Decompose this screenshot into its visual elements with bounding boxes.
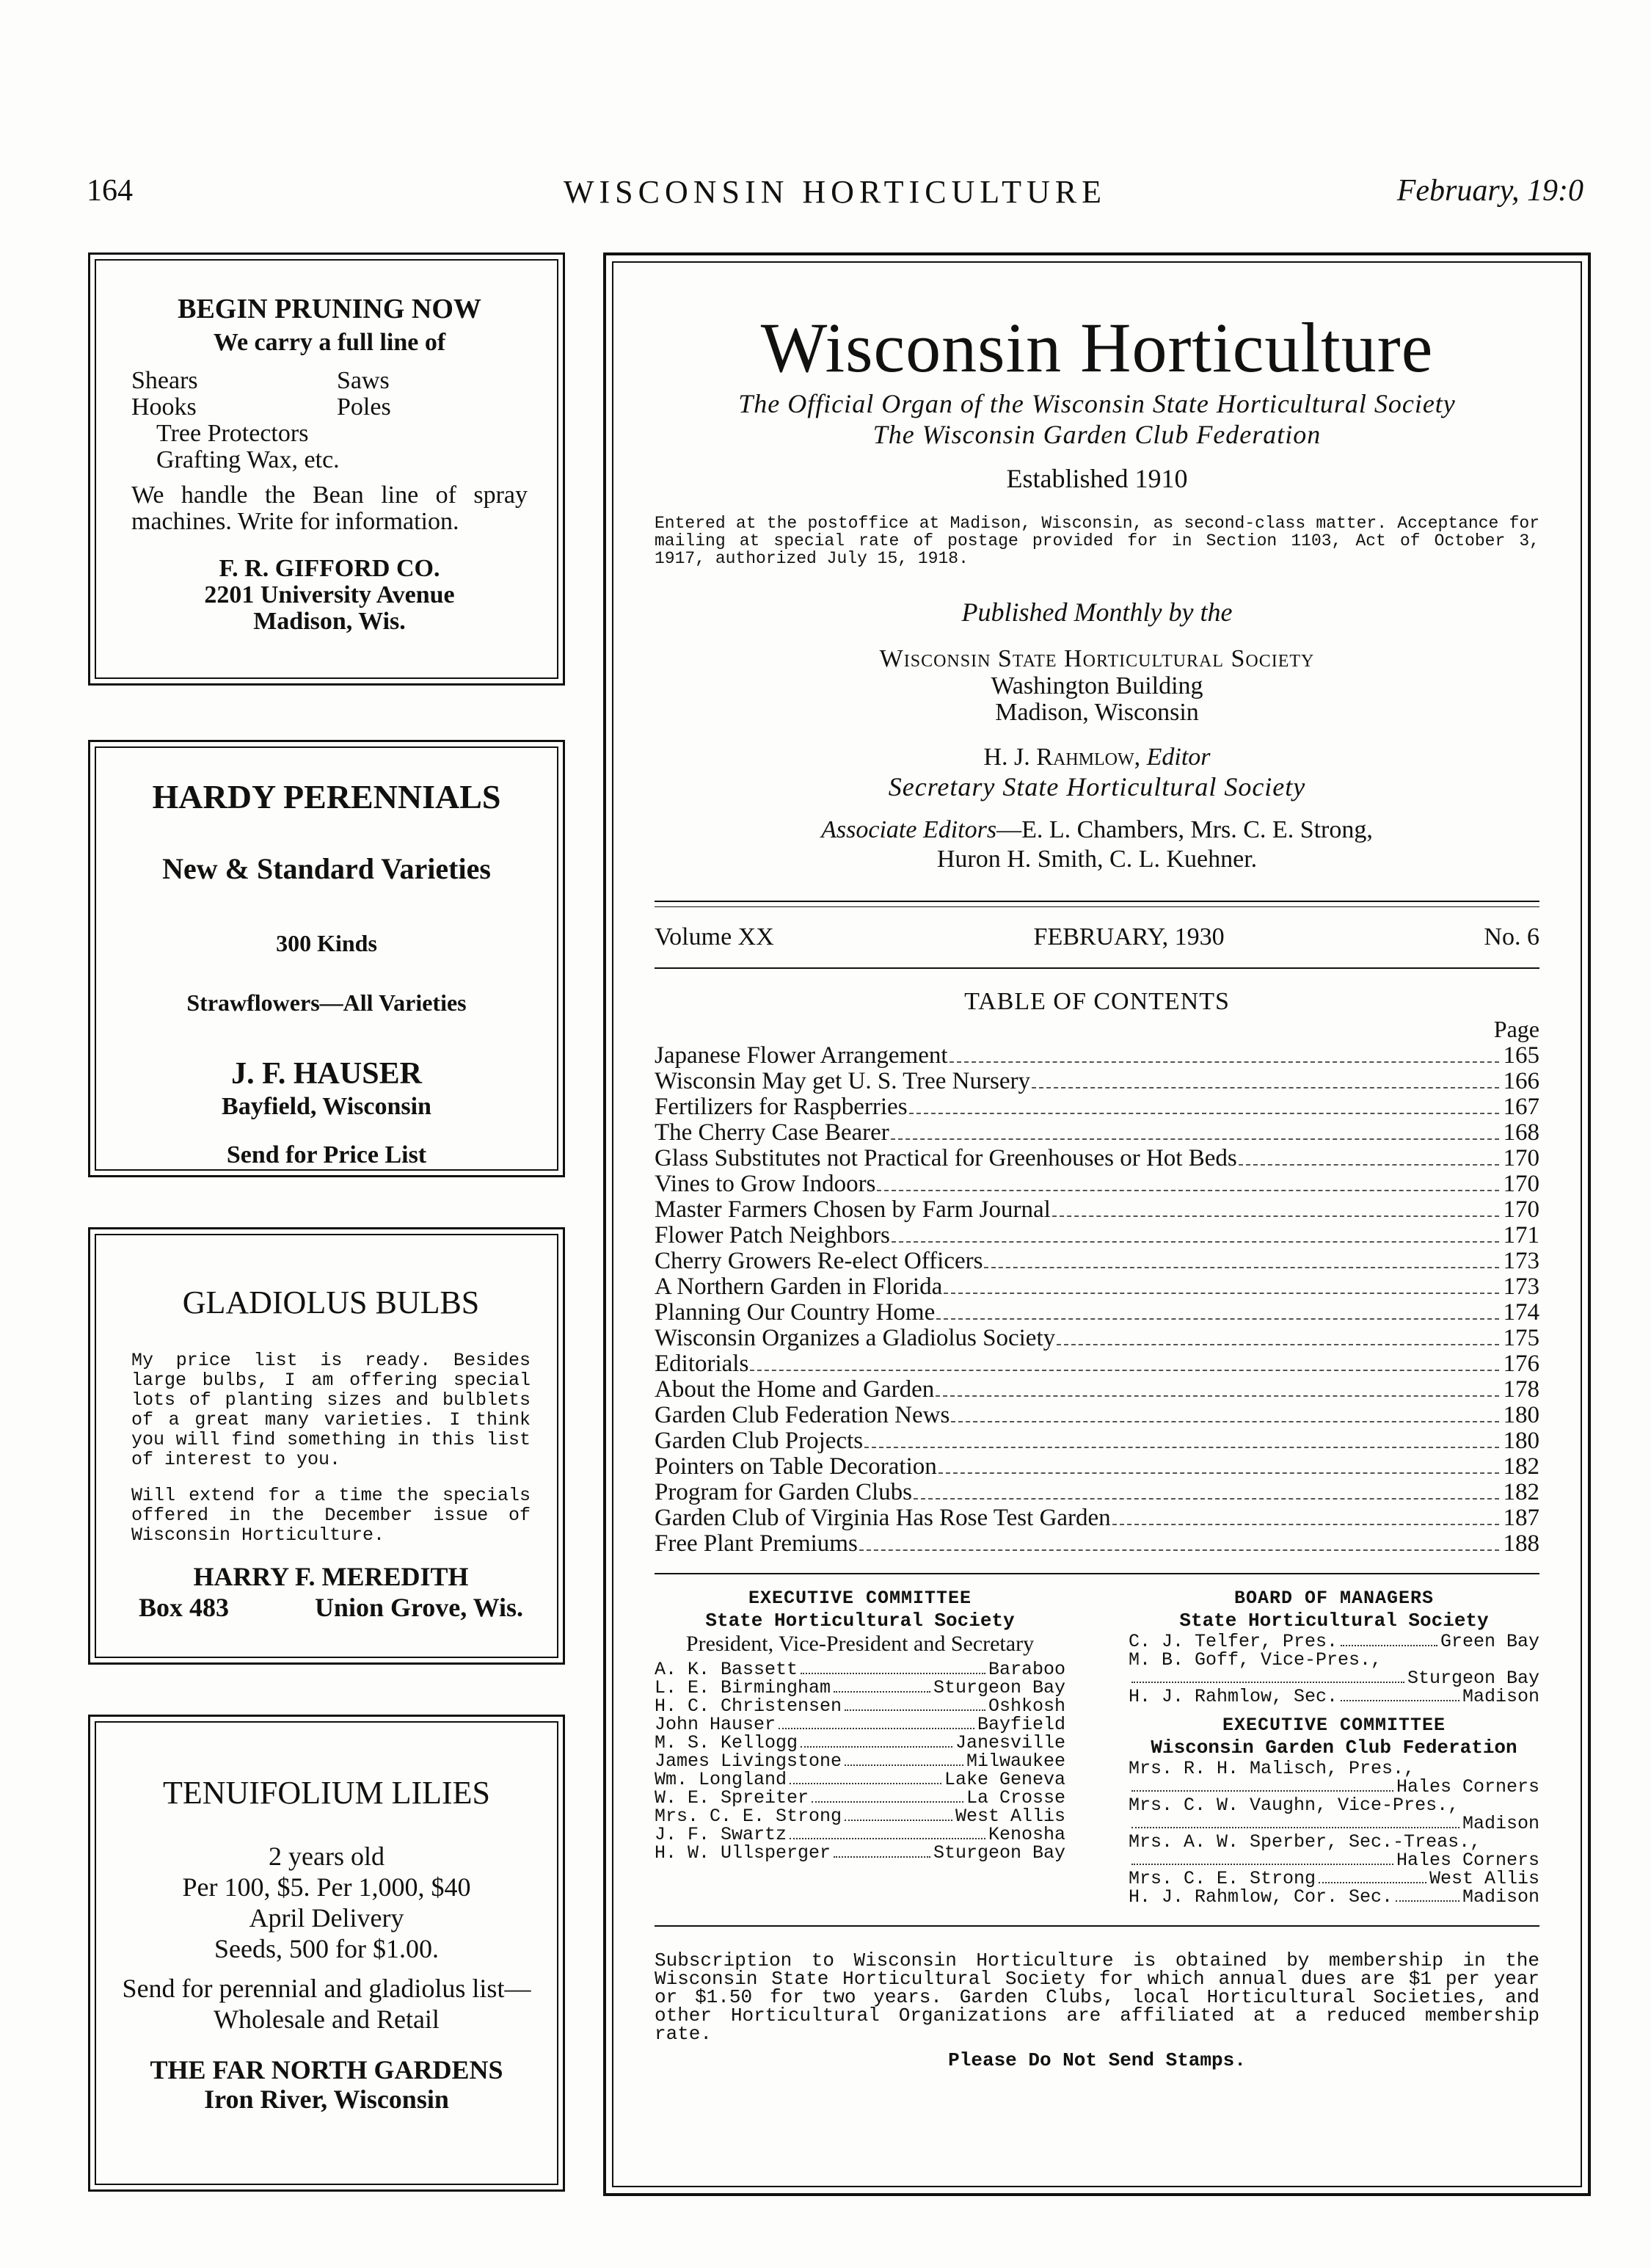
issue-month: FEBRUARY, 1930: [1033, 923, 1225, 951]
member-name: H. W. Ullsperger: [655, 1842, 831, 1864]
member-leader: [1341, 1645, 1437, 1646]
tool-item: Tree Protectors: [156, 420, 309, 447]
toc-entry: [655, 1146, 1539, 1171]
toc-leader: [950, 1061, 1499, 1063]
member-name: A. K. Bassett: [655, 1659, 798, 1680]
toc-entry: [655, 1069, 1539, 1094]
toc-page: 174: [1503, 1299, 1539, 1326]
toc-title: Free Plant Premiums: [655, 1530, 858, 1557]
toc-page: 178: [1503, 1376, 1539, 1403]
member-leader: [1341, 1700, 1459, 1701]
member-name: W. E. Spreiter: [655, 1787, 809, 1809]
ad-name: J. F. HAUSER: [231, 1057, 422, 1091]
member-row: [1129, 1687, 1539, 1706]
issue-number: No. 6: [1484, 923, 1539, 951]
associate-label: Associate Editors: [821, 816, 997, 843]
editor-line: [655, 744, 1539, 771]
federation-committee-heading: EXECUTIVE COMMITTEE: [1222, 1715, 1446, 1736]
member-name: Mrs. C. E. Strong: [655, 1806, 842, 1827]
toc-title: A Northern Garden in Florida: [655, 1273, 943, 1300]
member-place: Oshkosh: [988, 1695, 1065, 1717]
toc-entry: [655, 1171, 1539, 1197]
toc-title: About the Home and Garden: [655, 1376, 935, 1403]
toc-title: Pointers on Table Decoration: [655, 1453, 937, 1480]
member-place: Baraboo: [988, 1659, 1065, 1680]
ad-lilies: [88, 1715, 565, 2192]
member-name: Mrs. C. E. Strong: [1129, 1868, 1316, 1889]
tool-item: Shears: [131, 367, 198, 394]
toc-leader: [944, 1293, 1498, 1294]
toc-page: 167: [1503, 1094, 1539, 1120]
ad-address: 2201 University Avenue: [204, 581, 455, 608]
toc-leader: [750, 1370, 1498, 1371]
toc-leader: [914, 1498, 1498, 1500]
member-name: M. B. Goff, Vice-Pres.,: [1129, 1649, 1382, 1671]
member-leader: [1131, 1827, 1459, 1828]
ad-line: April Delivery: [249, 1903, 404, 1933]
toc-entry: [655, 1274, 1539, 1300]
toc-leader: [909, 1113, 1499, 1114]
toc-entry: [655, 1197, 1539, 1223]
running-header: [87, 173, 1583, 217]
toc-leader: [877, 1190, 1498, 1191]
ad-line: Per 100, $5. Per 1,000, $40: [182, 1872, 471, 1902]
toc-page: 166: [1503, 1068, 1539, 1094]
ad-line: Seeds, 500 for $1.00.: [214, 1934, 439, 1963]
member-leader: [779, 1728, 974, 1729]
toc-page: 173: [1503, 1273, 1539, 1300]
ad-place: Bayfield, Wisconsin: [222, 1093, 431, 1120]
member-row: [1129, 1796, 1539, 1814]
member-place: Hales Corners: [1396, 1850, 1539, 1871]
ad-kinds: 300 Kinds: [276, 930, 377, 956]
member-place: Madison: [1462, 1686, 1539, 1707]
toc-entry: [655, 1480, 1539, 1505]
member-row: [1129, 1651, 1539, 1669]
member-place: Hales Corners: [1396, 1776, 1539, 1798]
toc-entry: [655, 1531, 1539, 1557]
toc-leader: [1032, 1087, 1499, 1088]
member-list: [1129, 1759, 1539, 1906]
associate-names: —E. L. Chambers, Mrs. C. E. Strong,: [996, 816, 1373, 843]
member-row: [655, 1752, 1065, 1770]
toc-page-label: Page: [1493, 1016, 1539, 1042]
toc-leader: [892, 1241, 1499, 1243]
member-name: John Hauser: [655, 1714, 776, 1735]
toc-page: 170: [1503, 1196, 1539, 1223]
member-leader: [812, 1801, 963, 1803]
ad-title: HARDY PERENNIALS: [152, 778, 501, 815]
toc-entry: [655, 1326, 1539, 1351]
committee-note: President, Vice-President and Secretary: [685, 1632, 1035, 1656]
member-row: [1129, 1759, 1539, 1778]
associate-editors: [655, 815, 1539, 874]
toc-page: 170: [1503, 1171, 1539, 1197]
ad-city: Madison, Wis.: [253, 608, 406, 635]
member-leader: [790, 1783, 941, 1784]
member-leader: [834, 1691, 930, 1693]
member-place: West Allis: [955, 1806, 1065, 1827]
member-leader: [1319, 1882, 1426, 1883]
member-row: [655, 1715, 1065, 1734]
member-leader: [845, 1820, 952, 1821]
toc-entry: [655, 1428, 1539, 1454]
member-leader: [801, 1673, 985, 1674]
toc-entry: [655, 1377, 1539, 1403]
ad-perennials: [88, 740, 565, 1177]
member-place: West Allis: [1429, 1868, 1539, 1889]
toc-title: Garden Club Projects: [655, 1428, 864, 1454]
toc-leader: [951, 1421, 1498, 1422]
issue-line: [655, 923, 1539, 951]
toc-entry: [655, 1094, 1539, 1120]
member-place: Kenosha: [988, 1824, 1065, 1845]
ad-title: TENUIFOLIUM LILIES: [162, 1775, 491, 1811]
toc-title: Cherry Growers Re-elect Officers: [655, 1248, 983, 1274]
member-name: Mrs. A. W. Sperber, Sec.-Treas.,: [1129, 1831, 1481, 1853]
board-heading: BOARD OF MANAGERS: [1233, 1588, 1435, 1609]
toc-leader: [1112, 1524, 1499, 1525]
toc-page: 180: [1503, 1428, 1539, 1454]
city: Madison, Wisconsin: [995, 699, 1199, 726]
member-row: [1129, 1778, 1539, 1796]
member-name: M. S. Kellogg: [655, 1732, 798, 1753]
ad-title: BEGIN PRUNING NOW: [178, 294, 481, 324]
ad-paragraph: Will extend for a time the specials offered in the December issue of Wisconsin Horticulture.: [131, 1485, 531, 1546]
toc-page: 175: [1503, 1325, 1539, 1351]
building: Washington Building: [991, 672, 1203, 699]
toc-title: Flower Patch Neighbors: [655, 1222, 890, 1249]
member-row: [1129, 1814, 1539, 1833]
ad-send: Send for Price List: [226, 1141, 427, 1168]
member-name: Mrs. R. H. Malisch, Pres.,: [1129, 1758, 1415, 1779]
toc-title: Wisconsin Organizes a Gladiolus Society: [655, 1325, 1056, 1351]
toc-page: 170: [1503, 1145, 1539, 1171]
ad-firm: F. R. GIFFORD CO.: [219, 555, 440, 582]
toc-page: 182: [1503, 1479, 1539, 1505]
published-by: Published Monthly by the: [961, 597, 1233, 627]
member-row: [1129, 1888, 1539, 1906]
member-place: Sturgeon Bay: [933, 1677, 1065, 1698]
member-leader: [834, 1856, 930, 1858]
issue-date: February, 19:0: [1396, 174, 1583, 208]
member-row: [655, 1825, 1065, 1844]
member-name: C. J. Telfer, Pres.: [1129, 1631, 1338, 1652]
tool-row: [131, 368, 528, 394]
toc-page: 187: [1503, 1505, 1539, 1531]
ad-paragraph: My price list is ready. Besides large bulbs, I am offering special lots of planting sizes and bulblets of a great many varieties. I think you will find something in this list of interest to you.: [131, 1350, 531, 1470]
member-name: H. C. Christensen: [655, 1695, 842, 1717]
toc-title: The Cherry Case Bearer: [655, 1119, 889, 1146]
toc-leader: [984, 1267, 1498, 1268]
member-name: L. E. Birmingham: [655, 1677, 831, 1698]
member-place: Janesville: [955, 1732, 1065, 1753]
ad-pruning: [88, 252, 565, 686]
member-place: Sturgeon Bay: [1407, 1668, 1539, 1689]
board-of-managers: [1129, 1589, 1539, 1906]
toc-title: Vines to Grow Indoors: [655, 1171, 876, 1197]
editor-name: H. J. Rahmlow,: [983, 744, 1141, 771]
toc-title: Garden Club of Virginia Has Rose Test Garden: [655, 1505, 1111, 1531]
editor-role: Editor: [1146, 744, 1211, 771]
toc-page: 171: [1503, 1222, 1539, 1249]
member-place: Madison: [1462, 1886, 1539, 1908]
toc-list: [655, 1043, 1539, 1557]
toc-leader: [939, 1472, 1499, 1474]
ad-send: Send for perennial and gladiolus list—Wholesale and Retail: [122, 1974, 531, 2034]
toc-leader: [859, 1549, 1499, 1551]
ad-firm: THE FAR NORTH GARDENS: [150, 2055, 503, 2085]
toc-page: 168: [1503, 1119, 1539, 1146]
member-place: Lake Geneva: [944, 1769, 1065, 1790]
postal-entry: Entered at the postoffice at Madison, Wisconsin, as second-class matter. Acceptance for mailing at special rate of postage provided for in Section 1103, Act of October 3, 1917, authorized July 15, 1918.: [655, 514, 1539, 568]
toc-title: Japanese Flower Arrangement: [655, 1042, 948, 1069]
subscription-text: Subscription to Wisconsin Horticulture is obtained by membership in the Wisconsin State Horticultural Society for which annual dues are $1 per year or $1.50 for two years. Garden Clubs, local Horticultural Societies, and other Horticultural Organizations are affiliated at a reduced membership rate.: [655, 1949, 1539, 2045]
member-name: H. J. Rahmlow, Sec.: [1129, 1686, 1338, 1707]
ad-box: Box 483: [139, 1593, 230, 1622]
ad-strawflowers: Strawflowers—All Varieties: [186, 989, 467, 1016]
toc-title: Planning Our Country Home: [655, 1299, 936, 1326]
member-list: [1129, 1632, 1539, 1706]
tool-item: Saws: [337, 367, 390, 394]
member-name: James Livingstone: [655, 1751, 842, 1772]
toc-title: Fertilizers for Raspberries: [655, 1094, 908, 1120]
toc-leader: [891, 1138, 1499, 1140]
member-leader: [1396, 1900, 1459, 1902]
ad-title: GLADIOLUS BULBS: [182, 1284, 480, 1320]
divider: [655, 901, 1539, 907]
member-place: Milwaukee: [966, 1751, 1065, 1772]
member-name: Wm. Longland: [655, 1769, 787, 1790]
member-row: [1129, 1632, 1539, 1651]
masthead-box: [603, 252, 1591, 2196]
member-row: [1129, 1869, 1539, 1888]
member-row: [1129, 1669, 1539, 1687]
member-row: [1129, 1833, 1539, 1851]
toc-entry: [655, 1454, 1539, 1480]
committees: [655, 1589, 1539, 1906]
member-row: [655, 1660, 1065, 1679]
ad-address: [131, 1592, 531, 1623]
toc-title: Glass Substitutes not Practical for Greenhouses or Hot Beds: [655, 1145, 1237, 1171]
member-leader: [845, 1709, 985, 1711]
member-name: H. J. Rahmlow, Cor. Sec.: [1129, 1886, 1393, 1908]
tool-item: Grafting Wax, etc.: [156, 446, 340, 473]
toc-entry: [655, 1300, 1539, 1326]
ad-gladiolus: [88, 1227, 565, 1665]
toc-leader: [1239, 1164, 1499, 1166]
toc-entry: [655, 1223, 1539, 1249]
toc-entry: [655, 1351, 1539, 1377]
volume: Volume XX: [655, 923, 774, 951]
tool-item: Poles: [337, 393, 391, 421]
divider: [655, 967, 1539, 969]
member-list: [655, 1660, 1065, 1862]
committee-heading: EXECUTIVE COMMITTEE: [748, 1588, 972, 1609]
divider: [655, 1573, 1539, 1574]
member-leader: [845, 1764, 963, 1766]
associate-names-2: Huron H. Smith, C. L. Kuehner.: [936, 846, 1258, 873]
member-place: Sturgeon Bay: [933, 1842, 1065, 1864]
toc-title: Program for Garden Clubs: [655, 1479, 913, 1505]
toc-leader: [936, 1318, 1498, 1320]
toc-leader: [1052, 1215, 1499, 1217]
member-place: Bayfield: [977, 1714, 1065, 1735]
member-place: Green Bay: [1440, 1631, 1539, 1652]
toc-page: 176: [1503, 1351, 1539, 1377]
toc-heading: TABLE OF CONTENTS: [964, 988, 1230, 1015]
toc-entry: [655, 1403, 1539, 1428]
toc-title: Wisconsin May get U. S. Tree Nursery: [655, 1068, 1030, 1094]
toc-leader: [864, 1447, 1498, 1448]
toc-leader: [936, 1395, 1498, 1397]
board-sub: State Horticultural Society: [1179, 1610, 1489, 1632]
federation-committee-sub: Wisconsin Garden Club Federation: [1151, 1737, 1517, 1759]
journal-title: WISCONSIN HORTICULTURE: [563, 174, 1107, 210]
ad-subtitle: We carry a full line of: [213, 329, 446, 356]
member-leader: [790, 1838, 985, 1839]
toc-page: 165: [1503, 1042, 1539, 1069]
member-row: [655, 1697, 1065, 1715]
page-number: 164: [87, 174, 133, 208]
toc-entry: [655, 1505, 1539, 1531]
toc-page: 173: [1503, 1248, 1539, 1274]
member-row: [655, 1807, 1065, 1825]
editor-secretary: Secretary State Horticultural Society: [888, 772, 1306, 802]
member-row: [655, 1770, 1065, 1789]
ad-town: Union Grove, Wis.: [314, 1593, 523, 1622]
member-row: [655, 1789, 1065, 1807]
member-place: Madison: [1462, 1813, 1539, 1834]
toc-leader: [1057, 1344, 1498, 1345]
ad-paragraph: We handle the Bean line of spray machines. Write for information.: [131, 481, 528, 535]
committee-sub: State Horticultural Society: [705, 1610, 1015, 1632]
member-place: La Crosse: [966, 1787, 1065, 1809]
executive-committee: [655, 1589, 1065, 1906]
divider: [655, 1925, 1539, 1927]
toc-page: 188: [1503, 1530, 1539, 1557]
ad-subtitle: New & Standard Varieties: [162, 852, 491, 885]
member-leader: [1131, 1682, 1404, 1683]
member-leader: [1131, 1864, 1393, 1865]
toc-entry: [655, 1120, 1539, 1146]
member-leader: [1131, 1790, 1393, 1792]
tool-item: Hooks: [131, 393, 197, 421]
toc-page: 180: [1503, 1402, 1539, 1428]
ad-line: 2 years old: [269, 1842, 384, 1871]
member-row: [655, 1679, 1065, 1697]
ad-place: Iron River, Wisconsin: [204, 2085, 449, 2114]
federation-organ: The Wisconsin Garden Club Federation: [872, 420, 1322, 449]
masthead-title: Wisconsin Horticulture: [760, 308, 1434, 387]
toc-title: Editorials: [655, 1351, 749, 1377]
toc-title: Garden Club Federation News: [655, 1402, 950, 1428]
society-name: Wisconsin State Horticultural Society: [879, 645, 1315, 672]
ad-name: HARRY F. MEREDITH: [193, 1562, 469, 1591]
tool-row: [131, 394, 528, 421]
member-row: [655, 1734, 1065, 1752]
stamps-notice: Please Do Not Send Stamps.: [948, 2049, 1246, 2071]
toc-title: Master Farmers Chosen by Farm Journal: [655, 1196, 1051, 1223]
member-leader: [801, 1746, 952, 1748]
member-name: Mrs. C. W. Vaughn, Vice-Pres.,: [1129, 1795, 1459, 1816]
established: Established 1910: [1006, 464, 1188, 493]
toc-entry: [655, 1043, 1539, 1069]
member-row: [655, 1844, 1065, 1862]
member-name: J. F. Swartz: [655, 1824, 787, 1845]
member-row: [1129, 1851, 1539, 1869]
toc-page: 182: [1503, 1453, 1539, 1480]
toc-entry: [655, 1249, 1539, 1274]
official-organ: The Official Organ of the Wisconsin State Horticultural Society: [738, 389, 1456, 418]
